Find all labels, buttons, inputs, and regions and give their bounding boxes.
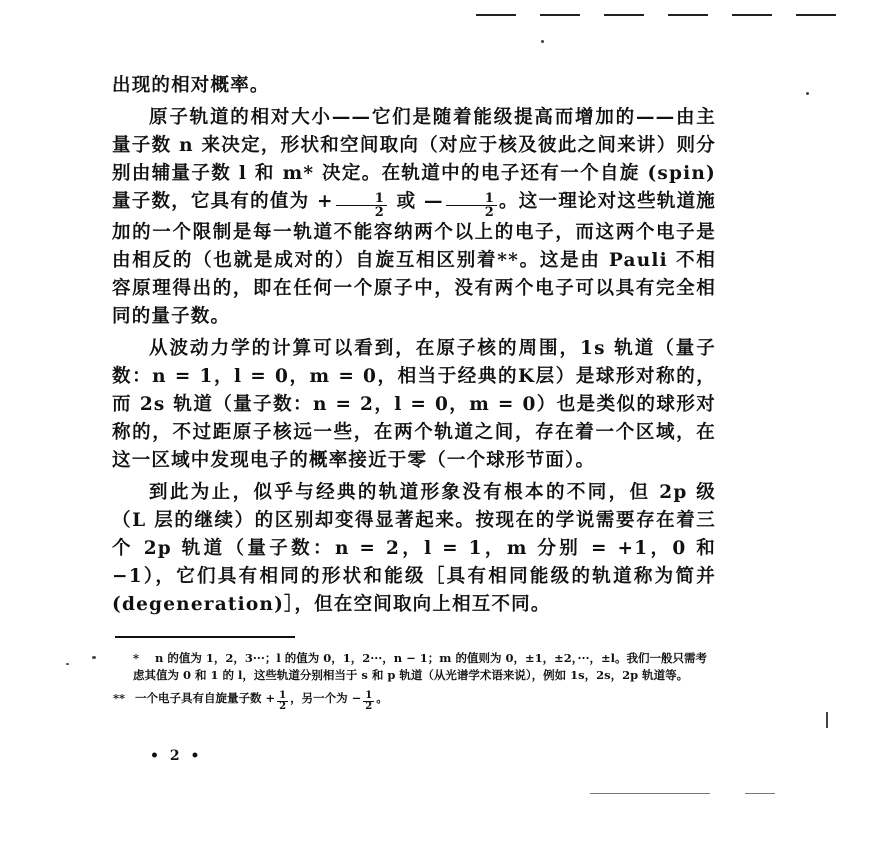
footnote-2-part2: ，另一个为 − [290, 691, 362, 705]
fraction-one-half-negative: $\frac{1}{2}$ [446, 192, 497, 219]
scan-speck [541, 40, 544, 43]
footnote-fraction-one-half-negative: $\frac{1}{2}$ [365, 690, 373, 712]
footnote-2-part1: 一个电子具有自旋量子数 + [135, 691, 276, 705]
paragraph-orbital-size [112, 104, 716, 331]
paragraph-continuation: 出现的相对概率。 [112, 75, 270, 96]
page-number: • 2 • [150, 748, 203, 764]
footnote-2 [113, 690, 718, 712]
footnote-2-mark: ** [113, 691, 126, 705]
scan-speck [806, 92, 809, 95]
footnote-1 [133, 650, 718, 684]
header-dash-rule [476, 14, 856, 20]
paragraph-orbital-size-part3: 。这一理论对这些轨道施加的一个限制是每一轨道不能容纳两个以上的电子，而这两个电子是由相反的（也就是成对的）自旋互相区别着**。这是由 Pauli 不相容原理得出的，即在任何一个原子中，没有两个电子可以具有完全相同的量子数。 [112, 191, 717, 327]
paragraph-2p-orbitals: 到此为止，似乎与经典的轨道形象没有根本的不同，但 2p 级（L 层的继续）的区别却变得显著起来。按现在的学说需要存在着三个 2p 轨道（量子数：n = 2，l = 1，m 分别 = +1，0 和 −1），它们具有相同的形状和能级［具有相同能级的轨道称为简并 (degeneration)］，但在空间取向上相互不同。 [112, 482, 716, 615]
paragraph-orbital-size-part1: 原子轨道的相对大小——它们是随着能级提高而增加的——由主量子数 n 来决定，形状和空间取向（对应于核及彼此之间来讲）则分别由辅量子数 l 和 m* 决定。在轨道中的电子还有一个自旋 (spin) 量子数，它具有的值为 + [112, 107, 716, 212]
scan-artifact-line [745, 793, 775, 794]
scan-speck [826, 712, 828, 728]
scan-speck [66, 663, 69, 665]
fraction-one-half: $\frac{1}{2}$ [336, 192, 387, 219]
scan-speck [92, 656, 96, 659]
paragraph-orbital-size-part2: 或 — [388, 191, 444, 212]
footnote-1-mark: * [133, 651, 140, 665]
scan-artifact-line [590, 793, 710, 794]
footnote-divider [115, 636, 295, 638]
footnote-fraction-one-half: $\frac{1}{2}$ [279, 690, 287, 712]
paragraph-wave-mechanics: 从波动力学的计算可以看到，在原子核的周围，1s 轨道（量子数：n = 1，l = 0，m = 0，相当于经典的K层）是球形对称的，而 2s 轨道（量子数：n = 2，l = 0，m = 0）也是类似的球形对称的，不过距原子核远一些，在两个轨道之间，存在着一个区域，在这一区域中发现电子的概率接近于零（一个球形节面）。 [112, 338, 716, 471]
footnote-1-text: n 的值为 1，2，3···；l 的值为 0，1，2···，n − 1；m 的值则为 0，±1，±2，···，±l。我们一般只需考虑其值为 0 和 1 的 l，这些轨道分别相当于 s 和 p 轨道（从光谱学术语来说），例如 1s，2s，2p 轨道等。 [133, 651, 707, 682]
body-text [112, 72, 716, 623]
footnote-2-part3: 。 [376, 691, 388, 705]
footnotes [113, 650, 718, 718]
